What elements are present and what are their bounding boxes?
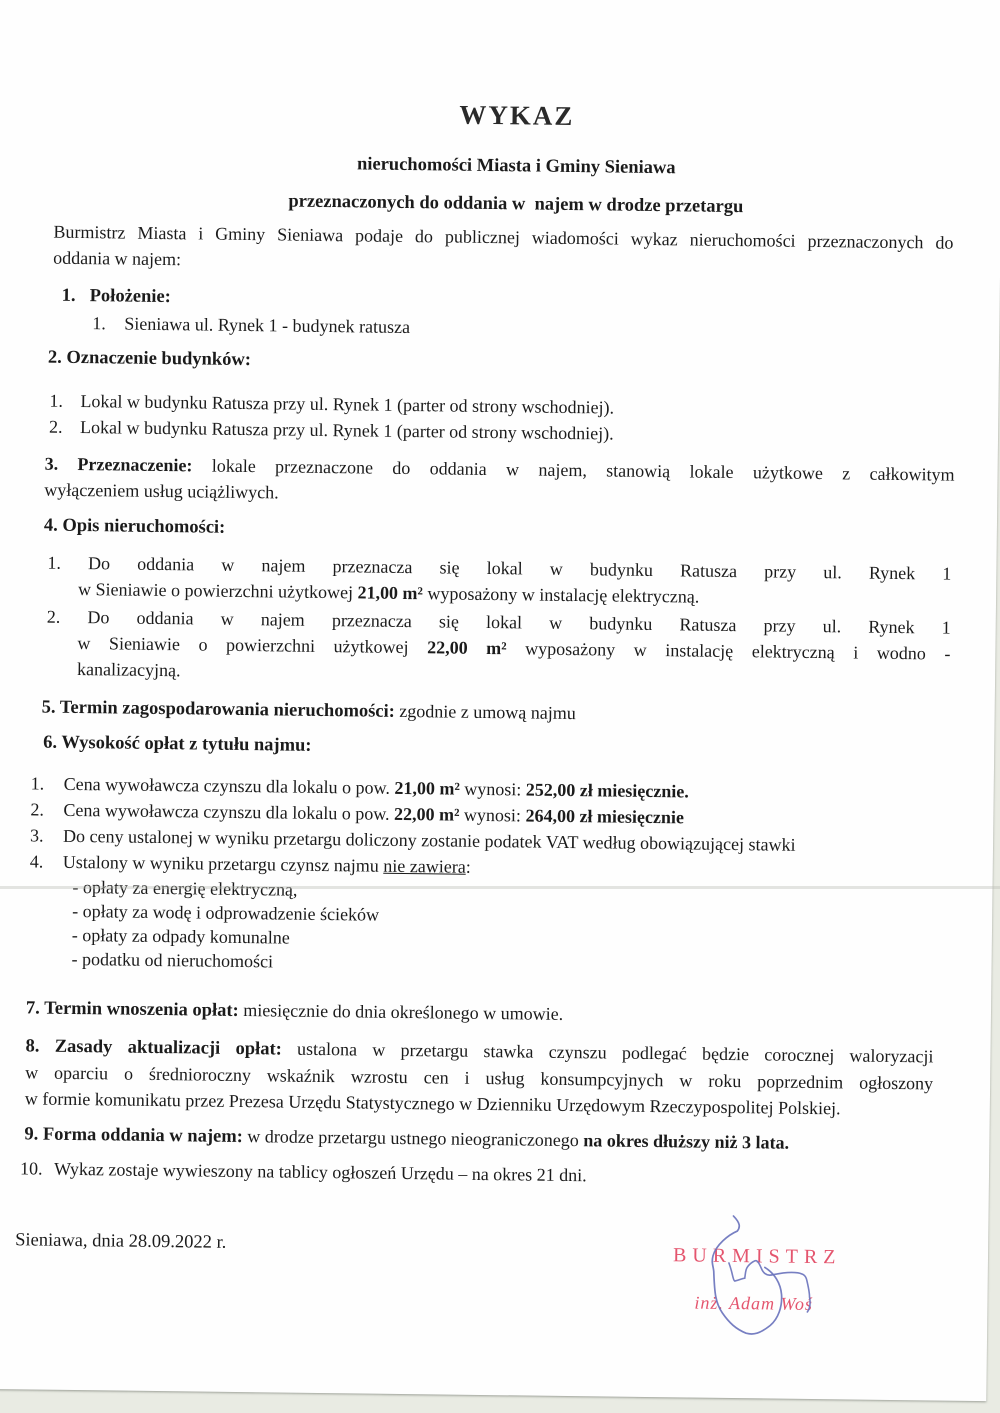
- doc-title: WYKAZ: [459, 99, 575, 132]
- scan-artifact-band: [0, 886, 1000, 889]
- section-4-item-2-line-3: kanalizacyjną.: [77, 658, 181, 681]
- section-1-item-number: 1.: [92, 313, 106, 334]
- section-3-text: lokale przeznaczone do oddania w najem, stanowią lokale użytkowe z całkowitym: [211, 455, 955, 485]
- section-1-number: 1.: [61, 285, 76, 306]
- item-text: w Sieniawie o powierzchni użytkowej: [77, 578, 358, 603]
- item-number: 1.: [49, 390, 64, 411]
- section-4-item-2: [46, 604, 951, 693]
- item-text: wyposażony w instalację elektryczną.: [422, 583, 700, 607]
- list-item: - opłaty za energię elektryczną,: [72, 876, 298, 900]
- item-text: Cena wywoławcza czynszu dla lokalu o pow.: [63, 773, 395, 798]
- section-3-line-2: wyłączeniem usług uciążliwych.: [44, 479, 279, 503]
- section-4-item-1: [47, 550, 952, 613]
- section-5-text: zgodnie z umową najmu: [394, 700, 576, 724]
- item-number: 1.: [30, 773, 45, 794]
- section-10-number: 10.: [19, 1158, 43, 1179]
- section-1-item-text: Sieniawa ul. Rynek 1 - budynek ratusza: [124, 313, 411, 338]
- area-value: 22,00 m²: [394, 803, 460, 825]
- item-number: 2.: [48, 416, 63, 437]
- section-3-label: 3. Przeznaczenie:: [44, 453, 193, 476]
- item-text: Do oddania w najem przeznacza się lokal w budynku Ratusza przy ul. Rynek 1: [87, 553, 952, 584]
- section-7-text: miesięcznie do dnia określonego w umowie.: [238, 999, 564, 1024]
- section-5-line: [42, 694, 576, 728]
- section-5-label: 5. Termin zagospodarowania nieruchomości:: [41, 697, 395, 722]
- section-6-heading: 6. Wysokość opłat z tytułu najmu:: [43, 732, 312, 756]
- price-value: 252,00 zł miesięcznie: [525, 779, 685, 802]
- section-8-paragraph: [25, 1032, 934, 1122]
- section-10-text: Wykaz zostaje wywieszony na tablicy ogłoszeń Urzędu – na okres 21 dni.: [53, 1158, 587, 1186]
- item-text: wynosi:: [459, 804, 526, 826]
- section-2-list: [49, 388, 954, 451]
- section-9-text: w drodze przetargu ustnego nieograniczonego: [242, 1126, 584, 1151]
- section-4-heading: 4. Opis nieruchomości:: [43, 515, 226, 538]
- item-number: 3.: [29, 825, 44, 846]
- section-9-bold-tail: na okres dłuższy niż 3 lata.: [583, 1130, 790, 1153]
- section-9-line: [24, 1120, 789, 1156]
- item-text: Ustalony w wyniku przetargu czynsz najmu: [62, 851, 384, 876]
- item-text: :: [465, 856, 471, 877]
- section-1-heading-label: Położenie:: [89, 286, 171, 308]
- mayor-stamp-title: BURMISTRZ: [672, 1244, 842, 1269]
- section-9-label: 9. Forma oddania w najem:: [24, 1124, 243, 1148]
- item-number: 2.: [30, 799, 45, 820]
- signature: [657, 1200, 824, 1337]
- intro-line-2: oddania w najem:: [53, 247, 182, 270]
- list-item: - podatku od nieruchomości: [71, 948, 274, 972]
- list-item: - opłaty za odpady komunalne: [71, 924, 290, 948]
- section-6-list: [30, 770, 951, 885]
- item-number: 4.: [29, 851, 44, 872]
- area-value: 21,00 m²: [357, 582, 424, 604]
- doc-subtitle-1: nieruchomości Miasta i Gminy Sieniawa: [356, 154, 676, 179]
- item-text: Lokal w budynku Ratusza przy ul. Rynek 1 (parter od strony wschodniej).: [80, 391, 615, 418]
- item-number: 2.: [46, 606, 61, 627]
- price-value: 264,00 zł miesięcznie: [525, 805, 685, 828]
- date-line: Sieniawa, dnia 28.09.2022 r.: [15, 1230, 227, 1253]
- section-7-line: [26, 994, 563, 1028]
- item-text: wynosi:: [459, 778, 526, 800]
- item-text: Lokal w budynku Ratusza przy ul. Rynek 1 (parter od strony wschodniej).: [79, 417, 614, 444]
- area-value: 21,00 m²: [394, 777, 460, 799]
- list-item: - opłaty za wodę i odprowadzenie ścieków: [72, 900, 380, 925]
- item-text: Cena wywoławcza czynszu dla lokalu o pow.: [63, 799, 395, 824]
- item-number: 1.: [47, 552, 62, 573]
- intro-paragraph: [53, 219, 954, 282]
- intro-line-1: Burmistrz Miasta i Gminy Sieniawa podaje do publicznej wiadomości wykaz nieruchomości przeznaczonych do: [53, 221, 954, 253]
- section-8-text: ustalona w przetargu stawka czynszu podlegać będzie corocznej waloryzacji: [296, 1038, 934, 1067]
- item-text: wyposażony w instalację elektryczną i wodno -: [506, 638, 951, 664]
- section-7-label: 7. Termin wnoszenia opłat:: [25, 998, 239, 1021]
- section-1-heading: [62, 283, 171, 310]
- section-1-item: [92, 310, 410, 340]
- item-text: .: [684, 781, 689, 802]
- underlined-text: nie zawiera: [383, 855, 466, 877]
- item-text: Do oddania w najem przeznacza się lokal w budynku Ratusza przy ul. Rynek 1: [87, 607, 951, 638]
- section-8-line-3: w formie komunikatu przez Prezesa Urzędu Statystycznego w Dzienniku Urzędowym Rzeczypospolitej Polskiej.: [24, 1088, 841, 1119]
- item-text: Do ceny ustalonej w wyniku przetargu doliczony zostanie podatek VAT według obowiązującej stawki: [62, 825, 796, 855]
- section-3-paragraph: [44, 451, 955, 514]
- item-text: w Sieniawie o powierzchni użytkowej: [77, 632, 428, 658]
- doc-subtitle-2: przeznaczonych do oddania w najem w drodze przetargu: [288, 191, 744, 218]
- section-10-line: [20, 1155, 587, 1188]
- section-2-heading: 2. Oznaczenie budynków:: [47, 347, 252, 371]
- section-8-label: 8. Zasady aktualizacji opłat:: [25, 1036, 282, 1060]
- section-8-line-2: w oparciu o średnioroczny wskaźnik wzrostu cen i usług konsumpcyjnych w roku poprzednim ogłoszony: [25, 1062, 934, 1094]
- fee-exclusions-list: [71, 875, 379, 975]
- area-value: 22,00 m²: [427, 637, 507, 659]
- mayor-stamp-name: inż. Adam Woś: [694, 1292, 814, 1315]
